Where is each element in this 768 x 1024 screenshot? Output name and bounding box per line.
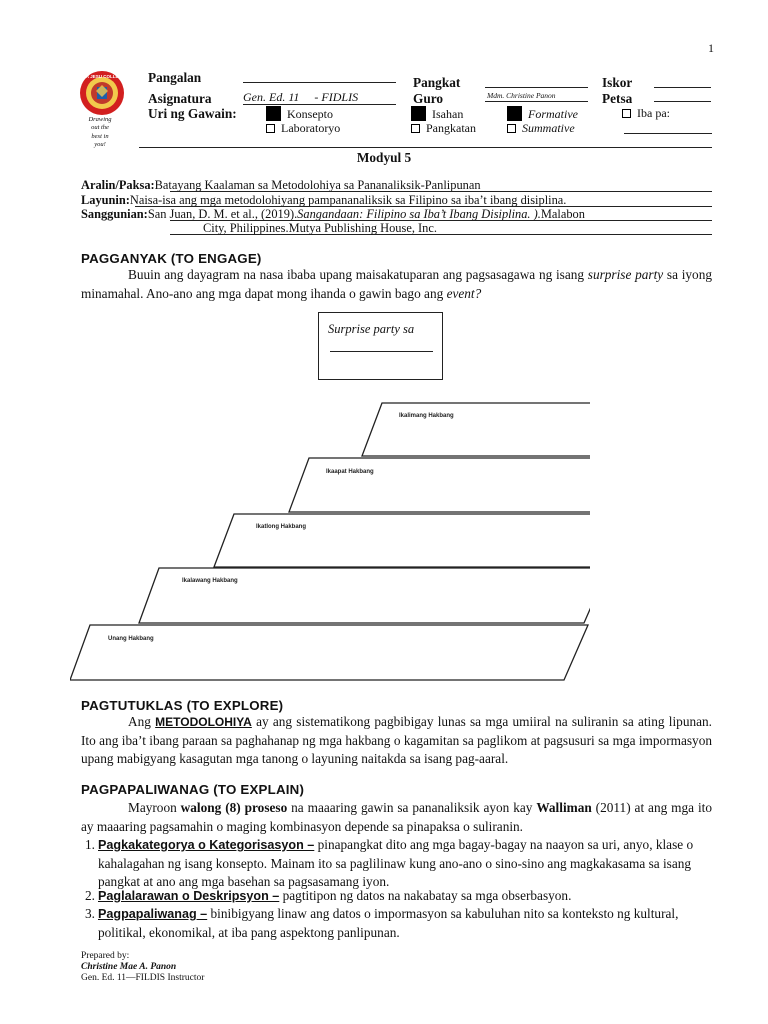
- school-logo: [72, 70, 132, 116]
- checkbox-checked-icon: [411, 106, 426, 121]
- step-1-label: Unang Hakbang: [108, 636, 154, 642]
- asignatura-field: [243, 104, 396, 105]
- preparer-role: Gen. Ed. 11—FILDIS Instructor: [81, 973, 205, 983]
- step-3-box: [214, 514, 590, 567]
- uri-label: Uri ng Gawain:: [148, 106, 237, 121]
- checkbox-checked-icon: [507, 106, 522, 121]
- footer: [81, 951, 204, 984]
- checkbox-empty-icon: [507, 124, 516, 133]
- uri-option-summative[interactable]: Summative: [507, 121, 575, 136]
- guro-field: [485, 101, 588, 102]
- uri-option-konsepto[interactable]: Konsepto: [266, 106, 333, 122]
- uri-option-iba-pa[interactable]: Iba pa:: [622, 106, 670, 121]
- sanggunian-line2: City, Philippines.Mutya Publishing House, Inc.: [203, 221, 437, 235]
- page-number: 1: [708, 41, 714, 55]
- petsa-label: Petsa: [602, 91, 633, 106]
- surprise-party-blank: [330, 351, 433, 352]
- guro-value: Mdm. Christine Panon: [487, 91, 556, 100]
- iskor-field[interactable]: [654, 87, 711, 88]
- asignatura-label: Asignatura: [148, 91, 212, 106]
- checkbox-empty-icon: [622, 109, 631, 118]
- asignatura-value: Gen. Ed. 11 - FIDLIS: [243, 90, 359, 104]
- uri-option-isahan[interactable]: Isahan: [411, 106, 463, 122]
- engage-heading: PAGGANYAK (TO ENGAGE): [81, 251, 262, 266]
- uri-option-laboratoryo[interactable]: Laboratoryo: [266, 121, 340, 136]
- header-divider: [139, 147, 712, 148]
- step-3-label: Ikatlong Hakbang: [256, 524, 307, 530]
- uri-option-formative[interactable]: Formative: [507, 106, 578, 122]
- surprise-party-box[interactable]: [318, 312, 443, 380]
- step-5-label: Ikalimang Hakbang: [399, 413, 454, 419]
- aralin-row: Aralin/Paksa:Batayang Kaalaman sa Metodolohiya sa Pananaliksik-Panlipunan: [81, 178, 481, 192]
- preparer-name: Christine Mae A. Panon: [81, 962, 177, 972]
- sanggunian-row: Sanggunian:San Juan, D. M. et al., (2019).Sangandaan: Filipino sa Iba’t Ibang Disiplina. ).Malabon: [81, 207, 585, 221]
- explore-heading: PAGTUTUKLAS (TO EXPLORE): [81, 698, 284, 713]
- iba-pa-field[interactable]: [624, 133, 712, 134]
- step-4-box: [289, 458, 590, 512]
- iskor-label: Iskor: [602, 75, 633, 90]
- explain-heading: PAGPAPALIWANAG (TO EXPLAIN): [81, 782, 305, 797]
- pangalan-field[interactable]: [243, 82, 396, 83]
- surprise-party-label: Surprise party sa: [328, 322, 415, 336]
- engage-paragraph: Buuin ang dayagram na nasa ibaba upang maisakatuparan ang pagsasagawa ng isang surprise party sa iyong minamahal. Ano-ano ang mga dapat mong ihanda o gawin bago ang event?: [81, 267, 712, 301]
- layunin-row: Layunin:Naisa-isa ang mga metodolohiyang pampananaliksik sa Filipino sa iba’t ibang disiplina.: [81, 193, 567, 207]
- step-1-box: [70, 625, 588, 680]
- uri-option-pangkatan[interactable]: Pangkatan: [411, 121, 476, 136]
- module-title: Modyul 5: [356, 150, 412, 165]
- petsa-field[interactable]: [654, 101, 711, 102]
- step-2-label: Ikalawang Hakbang: [182, 578, 238, 584]
- pangkat-field[interactable]: [485, 87, 588, 88]
- checkbox-checked-icon: [266, 106, 281, 121]
- staircase-diagram: [70, 400, 590, 685]
- prepared-by-label: Prepared by:: [81, 951, 130, 961]
- explore-paragraph: Ang METODOLOHIYA ay ang sistematikong pagbibigay lunas sa mga umiiral na suliranin sa ating lipunan. Ito ang iba’t ibang paraan sa paghahanap ng mga hakbang o kagamitan sa paglikom at pagsusuri sa mga impormasyon upang mabigyang kasagutan mga tanong o layuning naitakda sa isang pag-aaral.: [81, 714, 712, 766]
- school-seal-icon: [72, 70, 132, 116]
- checkbox-empty-icon: [411, 124, 420, 133]
- pangkat-label: Pangkat: [413, 75, 461, 90]
- step-2-box: [139, 568, 590, 623]
- explain-paragraph: Mayroon walong (8) proseso na maaaring gawin sa pananaliksik ayon kay Walliman (2011) at ang mga ito ay maaaring pagsamahin o maging kombinasyon depende sa pinapaksa o suliranin.: [81, 800, 712, 834]
- sanggunian-underline-2: [170, 234, 712, 235]
- aralin-underline: [170, 191, 712, 192]
- logo-tagline: Drawing out the best in you!: [88, 116, 112, 148]
- step-4-label: Ikaapat Hakbang: [326, 469, 374, 475]
- step-5-box: [362, 403, 590, 456]
- pangalan-label: Pangalan: [148, 70, 202, 85]
- svg-text:COR JESU COLLEGE: COR JESU COLLEGE: [78, 74, 126, 79]
- guro-label: Guro: [413, 91, 444, 106]
- checkbox-empty-icon: [266, 124, 275, 133]
